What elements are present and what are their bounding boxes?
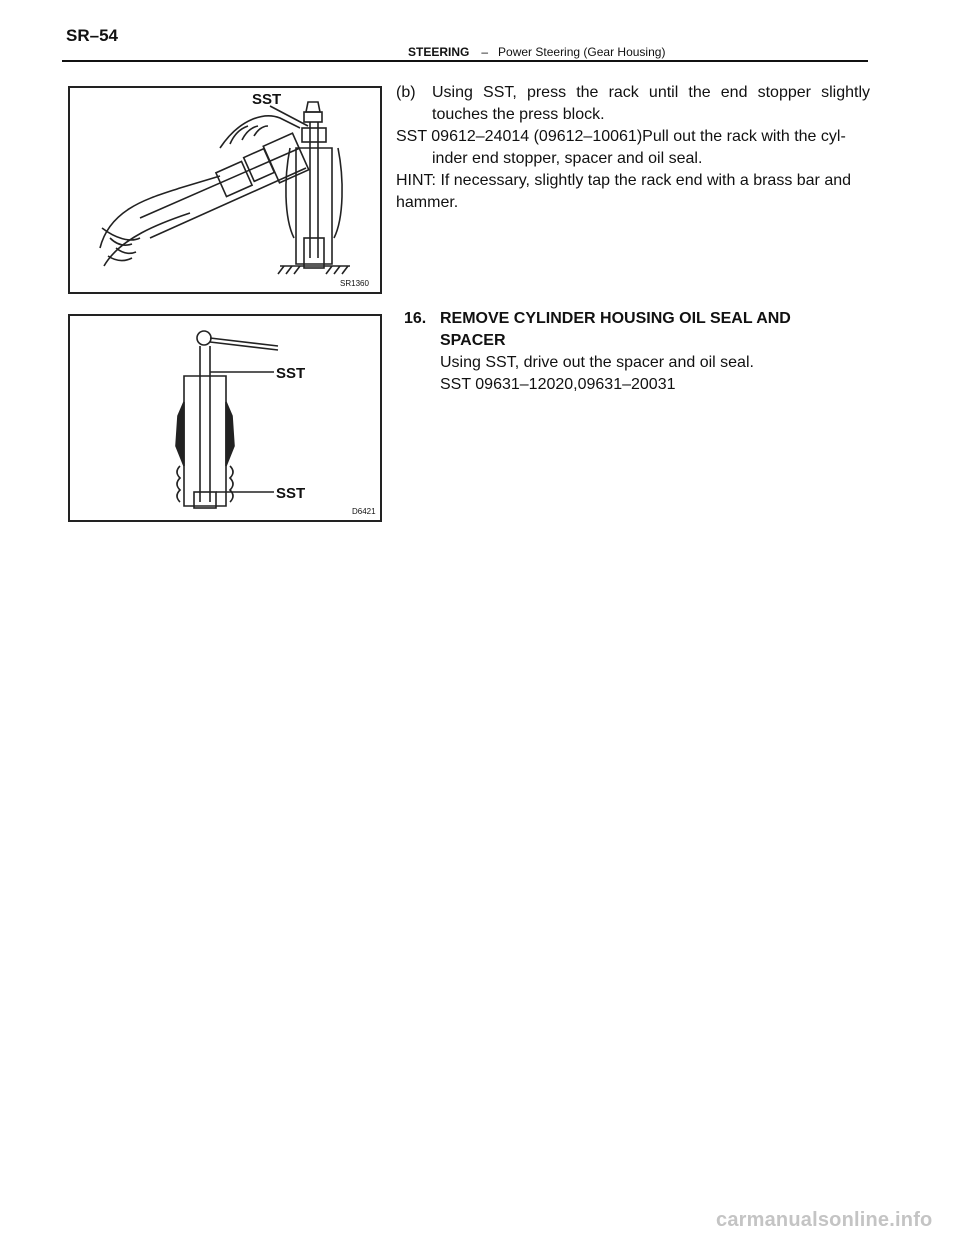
section-header — [408, 45, 665, 59]
step-16-number: 16. — [404, 310, 427, 327]
press-rack-illustration — [70, 88, 380, 292]
step-b-sst-cont: inder end stopper, spacer and oil seal. — [432, 150, 703, 167]
step-b-sst: SST 09612–24014 (09612–10061)Pull out the rack with the cyl- — [396, 128, 846, 145]
step-16-title-line2: SPACER — [440, 332, 506, 349]
header-rule — [62, 60, 868, 62]
section-title: STEERING — [408, 45, 470, 59]
watermark: carmanualsonline.info — [716, 1209, 933, 1231]
figure-code: D6421 — [352, 507, 376, 516]
header-separator: – — [481, 45, 489, 59]
step-b-hint-line2: hammer. — [396, 194, 459, 211]
sst-callout-bottom: SST — [276, 485, 306, 502]
figure-code: SR1360 — [340, 279, 369, 288]
step-b-line2: touches the press block. — [432, 106, 605, 123]
step-16-instruction: Using SST, drive out the spacer and oil seal. — [440, 354, 754, 371]
sst-callout-top: SST — [276, 365, 306, 382]
step-b-label: (b) — [396, 84, 416, 101]
page-number: SR–54 — [66, 26, 118, 45]
step-16-title-line1: REMOVE CYLINDER HOUSING OIL SEAL AND — [440, 310, 791, 327]
step-16-sst: SST 09631–12020,09631–20031 — [440, 376, 676, 393]
step-b-line1: (b) Using SST, press the rack until the end stopper slightly — [396, 82, 870, 104]
step-b-hint-line1: HINT: If necessary, slightly tap the rack end with a brass bar and — [396, 172, 852, 189]
subsection-title: Power Steering (Gear Housing) — [498, 45, 666, 59]
step-b — [396, 82, 870, 214]
figure-drive-seal — [68, 314, 382, 522]
figure-press-rack — [68, 86, 382, 294]
step-16 — [404, 308, 874, 396]
sst-callout: SST — [252, 91, 282, 108]
drive-seal-illustration — [70, 316, 380, 520]
